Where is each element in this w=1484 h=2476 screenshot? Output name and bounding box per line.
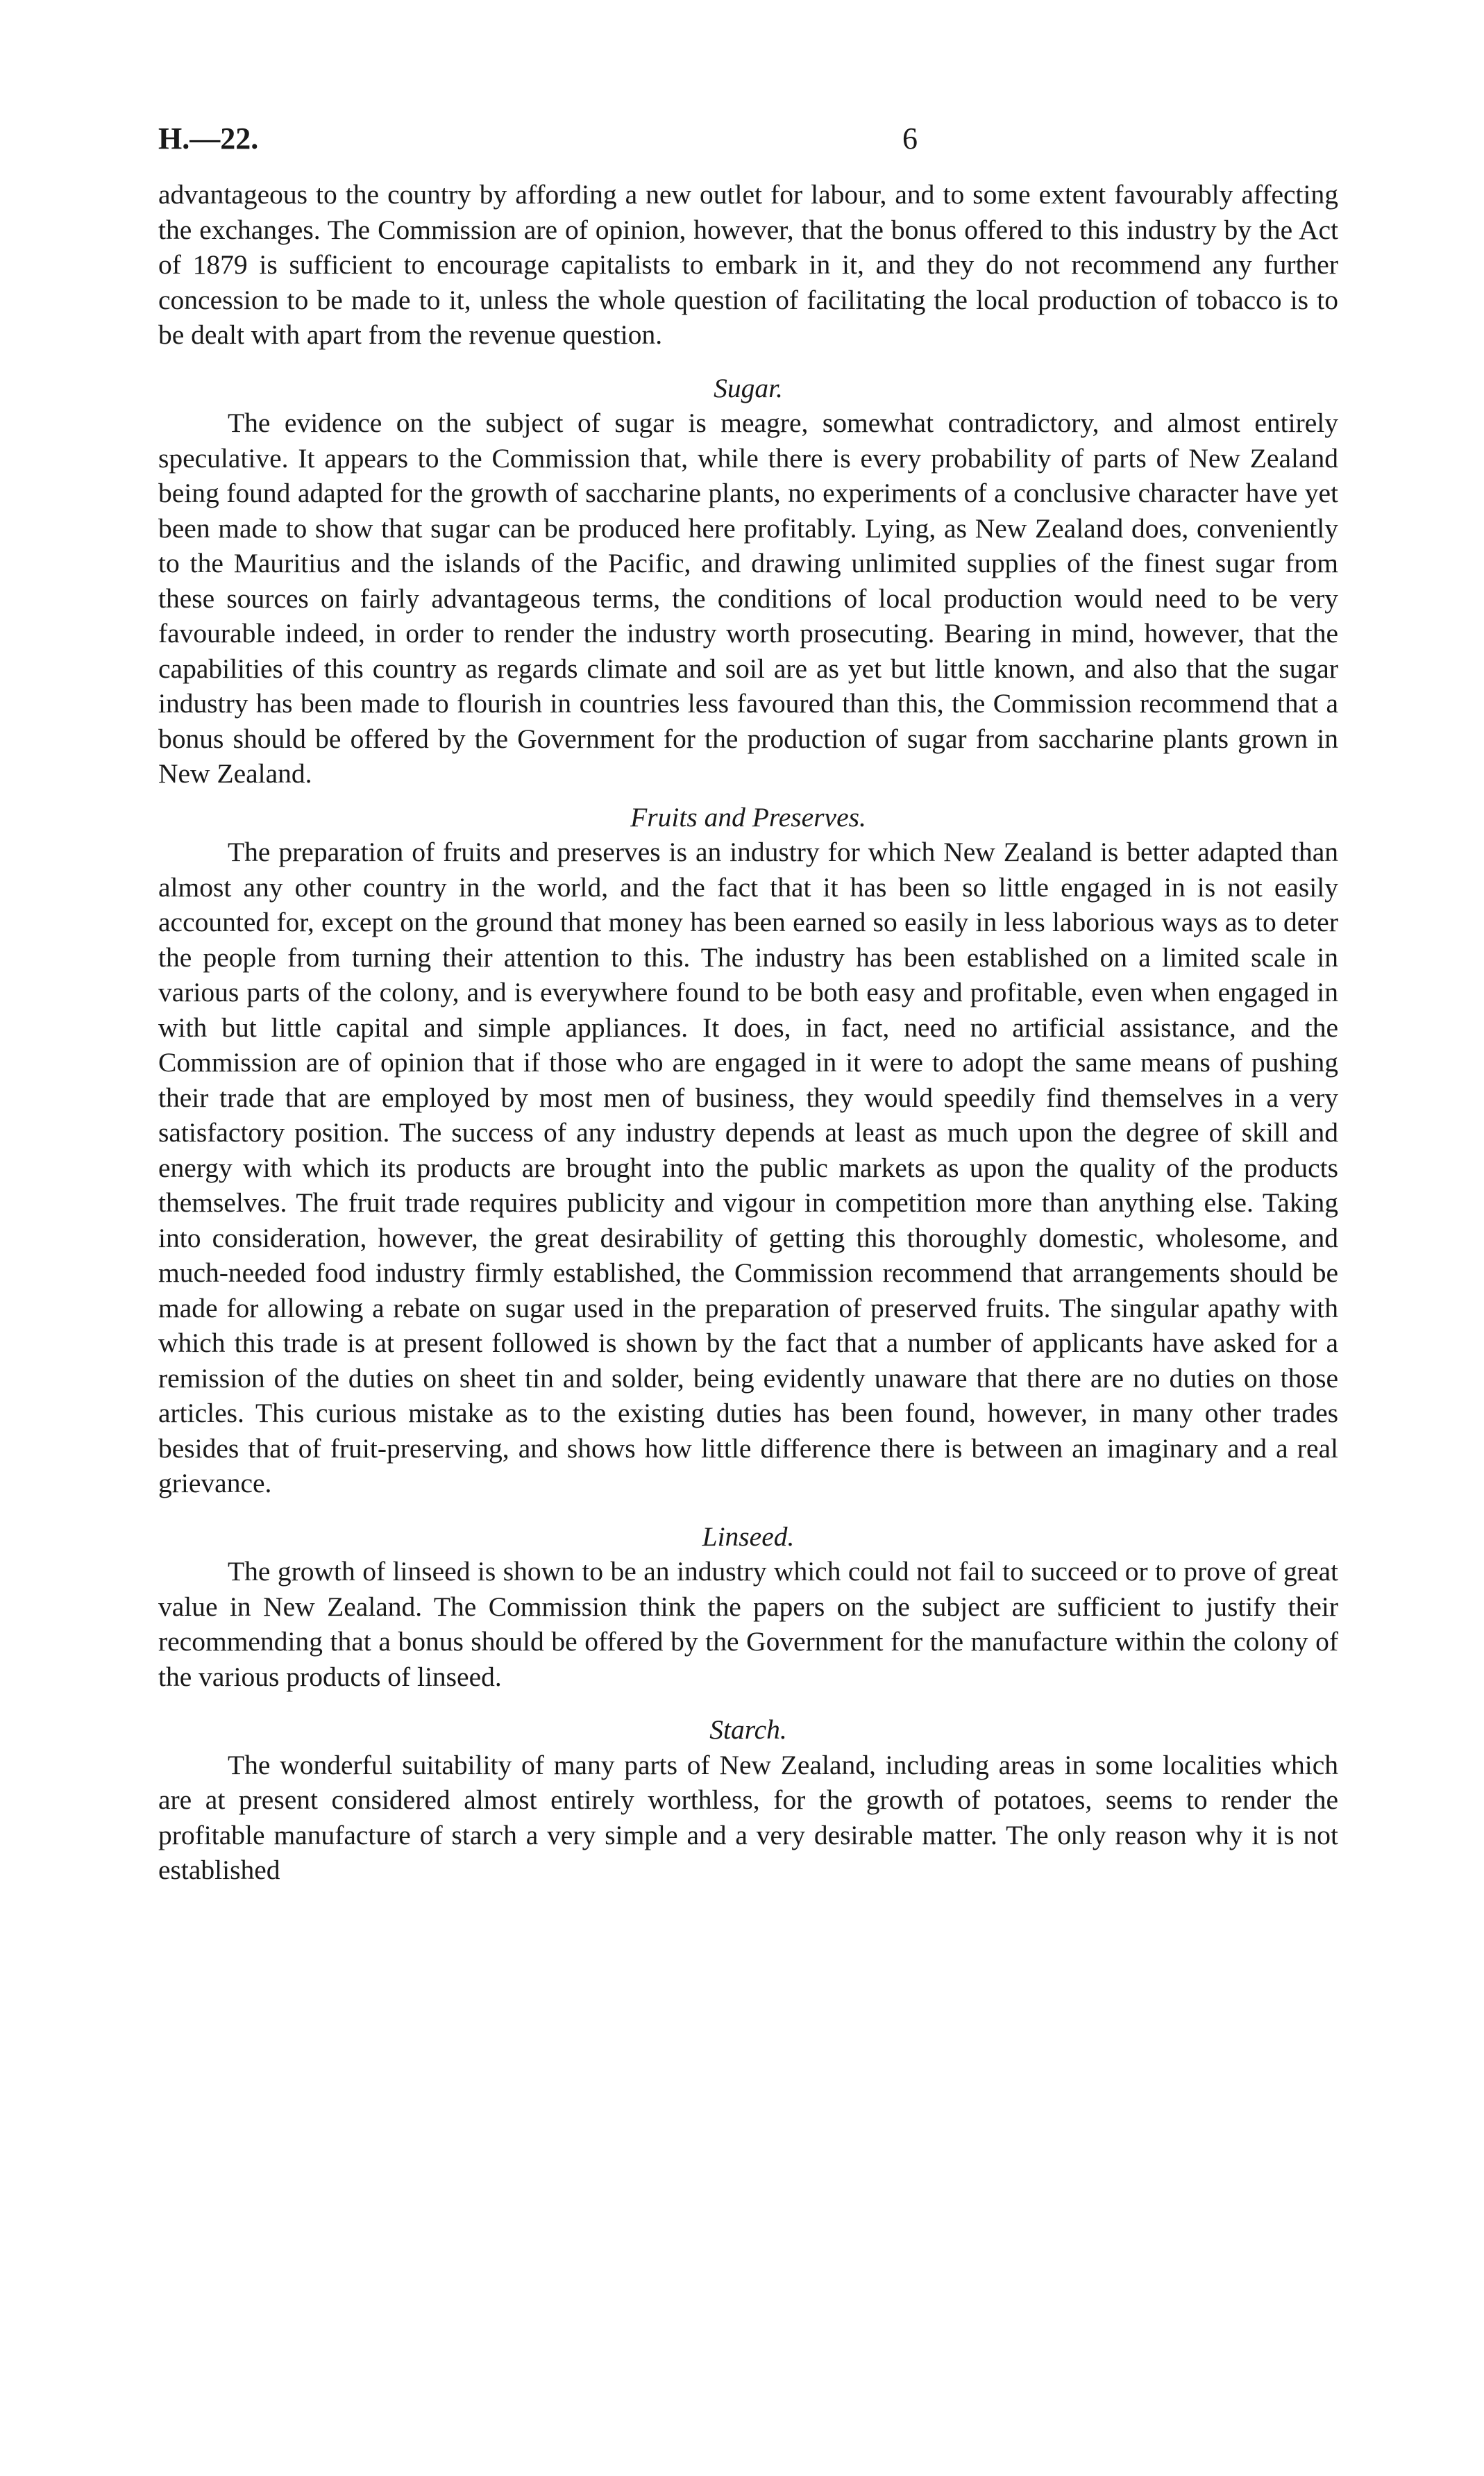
section-heading-sugar: Sugar. bbox=[714, 372, 783, 403]
running-header bbox=[158, 118, 1338, 160]
section-heading-starch: Starch. bbox=[709, 1714, 787, 1745]
fruits-paragraph: The preparation of fruits and preserves is an industry for which New Zealand is better adapted than almost any other country in the world, and the fact that it has been so little engaged in is not easily accounted for, except on the ground that money has been earned so easily in less laborious ways as to deter the people from turning their attention to this. The industry has been established on a limited scale in various parts of the colony, and is everywhere found to be both easy and profitable, even when engaged in with but little capital and simple appliances. It does, in fact, need no artificial assistance, and the Commission are of opinion that if those who are engaged in it were to adopt the same means of pushing their trade that are employed by most men of business, they would speedily find themselves in a very satisfactory position. The success of any industry depends at least as much upon the degree of skill and energy with which its products are brought into the public markets as upon the quality of the products themselves. The fruit trade requires publicity and vigour in competition more than anything else. Taking into consideration, however, the great desirability of getting this thoroughly domestic, wholesome, and much-needed food industry firmly established, the Commission recommend that arrangements should be made for allowing a rebate on sugar used in the preparation of preserved fruits. The singular apathy with which this trade is at present followed is shown by the fact that a number of applicants have asked for a remission of the duties on sheet tin and solder, being evidently unaware that there are no duties on those articles. This curious mistake as to the existing duties has been found, however, in many other trades besides that of fruit-preserving, and shows how little difference there is between an imaginary and a real grievance. bbox=[158, 837, 1338, 1498]
sugar-paragraph: The evidence on the subject of sugar is meagre, somewhat contradictory, and almost entirely speculative. It appears to the Commission that, while there is every probability of parts of New Zealand being found adapted for the growth of saccharine plants, no experiments of a conclusive character have yet been made to show that sugar can be produced here profitably. Lying, as New Zealand does, conveniently to the Mauritius and the islands of the Pacific, and drawing unlimited supplies of the finest sugar from these sources on fairly advantageous terms, the conditions of local production would need to be very favourable indeed, in order to render the industry worth prosecuting. Bearing in mind, however, that the capabilities of this country as regards climate and soil are as yet but little known, and also that the sugar industry has been made to flourish in countries less favoured than this, the Commission recommend that a bonus should be offered by the Government for the production of sugar from saccharine plants grown in New Zealand. bbox=[158, 408, 1338, 789]
document-reference: H.—22. bbox=[158, 122, 259, 156]
report-body bbox=[158, 177, 1338, 1888]
section-heading-linseed: Linseed. bbox=[702, 1521, 795, 1552]
page-number: 6 bbox=[902, 122, 918, 156]
intro-paragraph: advantageous to the country by affording a new outlet for labour, and to some extent favourably affecting the exchanges. The Commission are of opinion, however, that the bonus offered to this industry by the Act of 1879 is sufficient to encourage capitalists to embark in it, and they do not recommend any further concession to be made to it, unless the whole question of facilitating the local production of tobacco is to be dealt with apart from the revenue question. bbox=[158, 179, 1338, 350]
section-heading-fruits-and-preserves: Fruits and Preserves. bbox=[630, 801, 866, 833]
starch-paragraph: The wonderful suitability of many parts of New Zealand, including areas in some localities which are at present considered almost entirely worthless, for the growth of potatoes, seems to render the profitable manufacture of starch a very simple and a very desirable matter. The only reason why it is not established bbox=[158, 1749, 1338, 1885]
linseed-paragraph: The growth of linseed is shown to be an industry which could not fail to succeed or to prove of great value in New Zealand. The Commission think the papers on the subject are sufficient to justify their recommending that a bonus should be offered by the Government for the manufacture within the colony of the various products of linseed. bbox=[158, 1556, 1338, 1692]
